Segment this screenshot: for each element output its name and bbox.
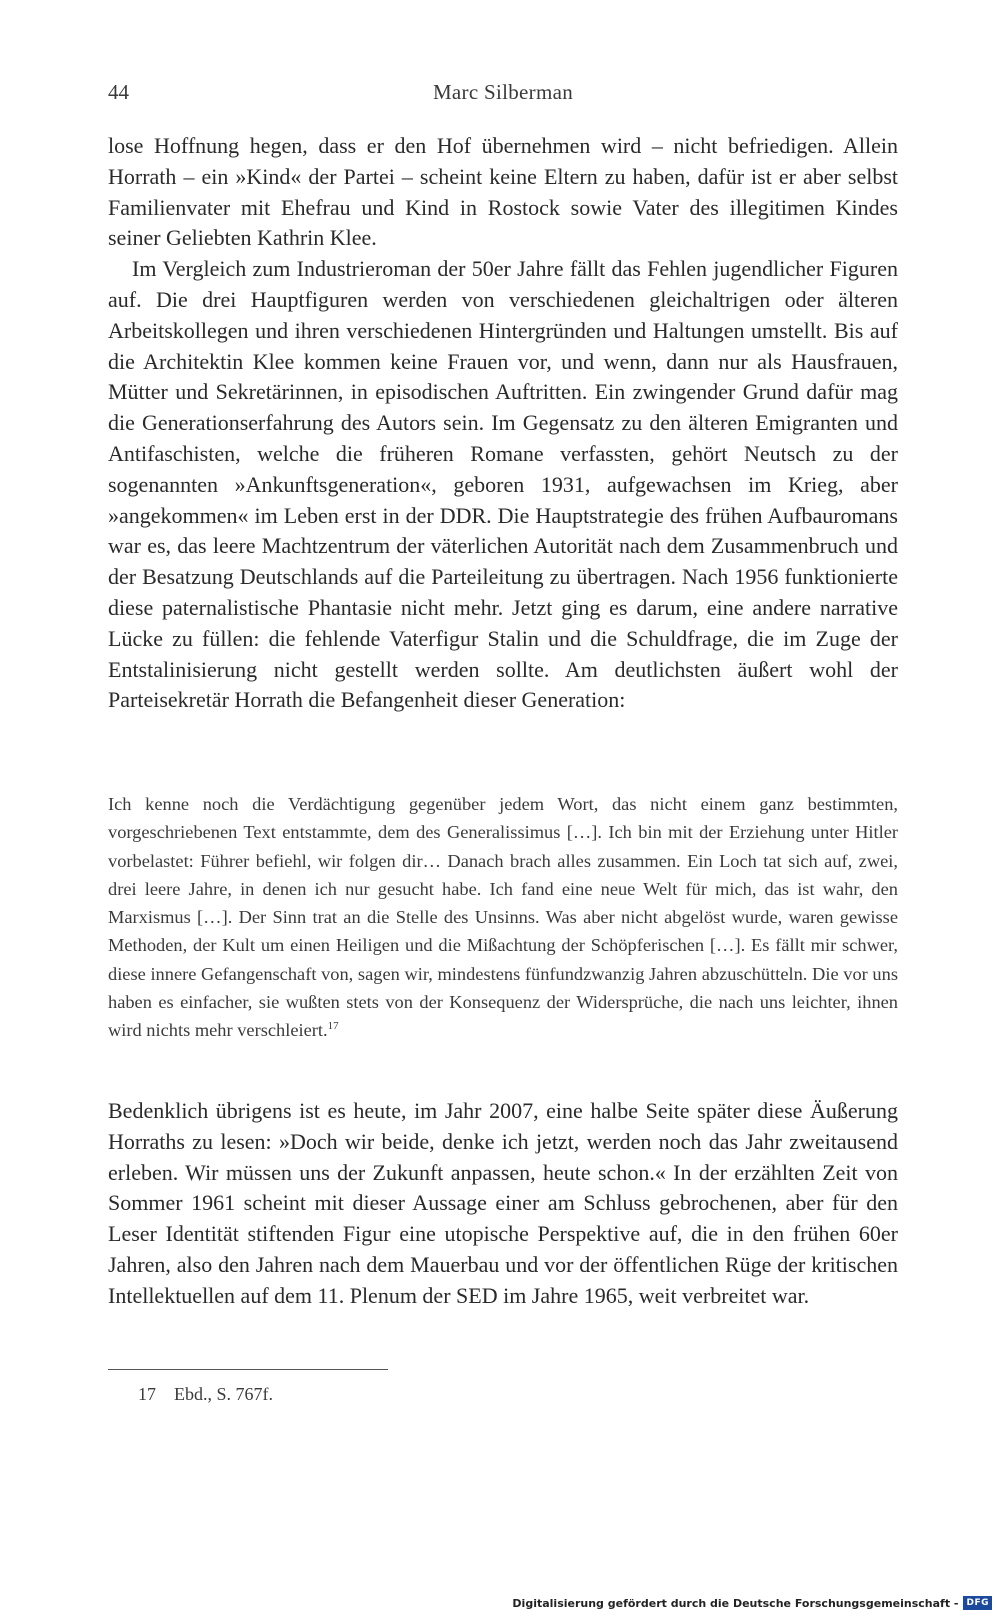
block-quote-text: Ich kenne noch die Verdächtigung gegenüber jedem Wort, das nicht einem ganz bestimmten, vorgeschriebenen Text entstammte, dem des Generalissimus […]. Ich bin mit der Erziehung unter Hitler vorbelastet: Führer befiehl, wir folgen dir… Danach brach alles zusammen. Ein Loch tat sich auf, zwei, drei leere Jahre, in denen ich nur gesucht habe. Ich fand eine neue Welt für mich, das ist wahr, den Marxismus […]. Der Sinn trat an die Stelle des Unsinns. Was aber nicht abgelöst wurde, waren gewisse Methoden, der Kult um einen Heiligen und die Mißachtung der Schöpferischen […]. Es fällt mir schwer, diese innere Gefangenschaft von, sagen wir, mindestens fünfundzwanzig Jahren abzuschütteln. Die vor uns haben es einfacher, sie wußten stets von der Konsequenz der Widersprüche, die nach uns leichter, ihnen wird nichts mehr verschleiert. (108, 794, 898, 1041)
block-quote (108, 790, 898, 1045)
dfg-logo-icon: DFG (963, 1596, 992, 1610)
body-text-top (108, 131, 898, 716)
running-head: Marc Silberman (432, 80, 574, 104)
footnote-reference[interactable]: 17 (327, 1020, 339, 1033)
page (108, 0, 898, 1618)
footnote (138, 1384, 273, 1405)
page-header (108, 80, 898, 110)
paragraph: lose Hoffnung hegen, dass er den Hof übernehmen wird – nicht befriedigen. Allein Horrath – ein »Kind« der Partei – scheint keine Eltern zu haben, dafür ist er aber selbst Familienvater mit Ehefrau und Kind in Rostock sowie Vater des illegitimen Kindes seiner Geliebten Kathrin Klee. (108, 133, 898, 251)
digitization-notice-text: Digitalisierung gefördert durch die Deutsche Forschungsgemeinschaft - (512, 1596, 959, 1610)
footnote-number: 17 (138, 1384, 156, 1404)
page-number: 44 (108, 80, 129, 104)
body-text-bottom (108, 1096, 898, 1312)
digitization-notice (512, 1596, 992, 1610)
paragraph: Im Vergleich zum Industrieroman der 50er Jahre fällt das Fehlen jugendlicher Figuren auf. Die drei Hauptfiguren werden von verschiedenen gleichaltrigen oder älteren Arbeitskollegen und ihren verschiedenen Hintergründen und Haltungen umstellt. Bis auf die Architektin Klee kommen keine Frauen vor, und wenn, dann nur als Hausfrauen, Mütter und Sekretärinnen, in episodischen Auftritten. Ein zwingender Grund dafür mag die Generationserfahrung des Autors sein. Im Gegensatz zu den älteren Emigranten und Antifaschisten, welche die früheren Romane verfassten, gehört Neutsch zu der sogenannten »Ankunftsgeneration«, geboren 1931, aufgewachsen im Krieg, aber »angekommen« im Leben erst in der DDR. Die Hauptstrategie des frühen Aufbauromans war es, das leere Machtzentrum der väterlichen Autorität nach dem Zusammenbruch und der Besatzung Deutschlands auf die Parteileitung zu übertragen. Nach 1956 funktionierte diese paternalistische Phantasie nicht mehr. Jetzt ging es darum, eine andere narrative Lücke zu füllen: die fehlende Vaterfigur Stalin und die Schuldfrage, die im Zuge der Entstalinisierung nicht gestellt werden sollte. Am deutlichsten äußert wohl der Parteisekretär Horrath die Befangenheit dieser Generation: (108, 256, 898, 713)
paragraph: Bedenklich übrigens ist es heute, im Jahr 2007, eine halbe Seite später diese Äußerung Horraths zu lesen: »Doch wir beide, denke ich jetzt, werden noch das Jahr zweitausend erleben. Wir müssen uns der Zukunft anpassen, heute schon.« In der erzählten Zeit von Sommer 1961 scheint mit dieser Aussage einer am Schluss gebrochenen, aber für den Leser Identität stiftenden Figur eine utopische Perspektive auf, die in den frühen 60er Jahren, also den Jahren nach dem Mauerbau und vor der öffentlichen Rüge der kritischen Intellektuellen auf dem 11. Plenum der SED im Jahre 1965, weit verbreitet war. (108, 1098, 898, 1308)
footnote-divider (108, 1369, 388, 1370)
footnote-text: Ebd., S. 767f. (174, 1384, 273, 1404)
